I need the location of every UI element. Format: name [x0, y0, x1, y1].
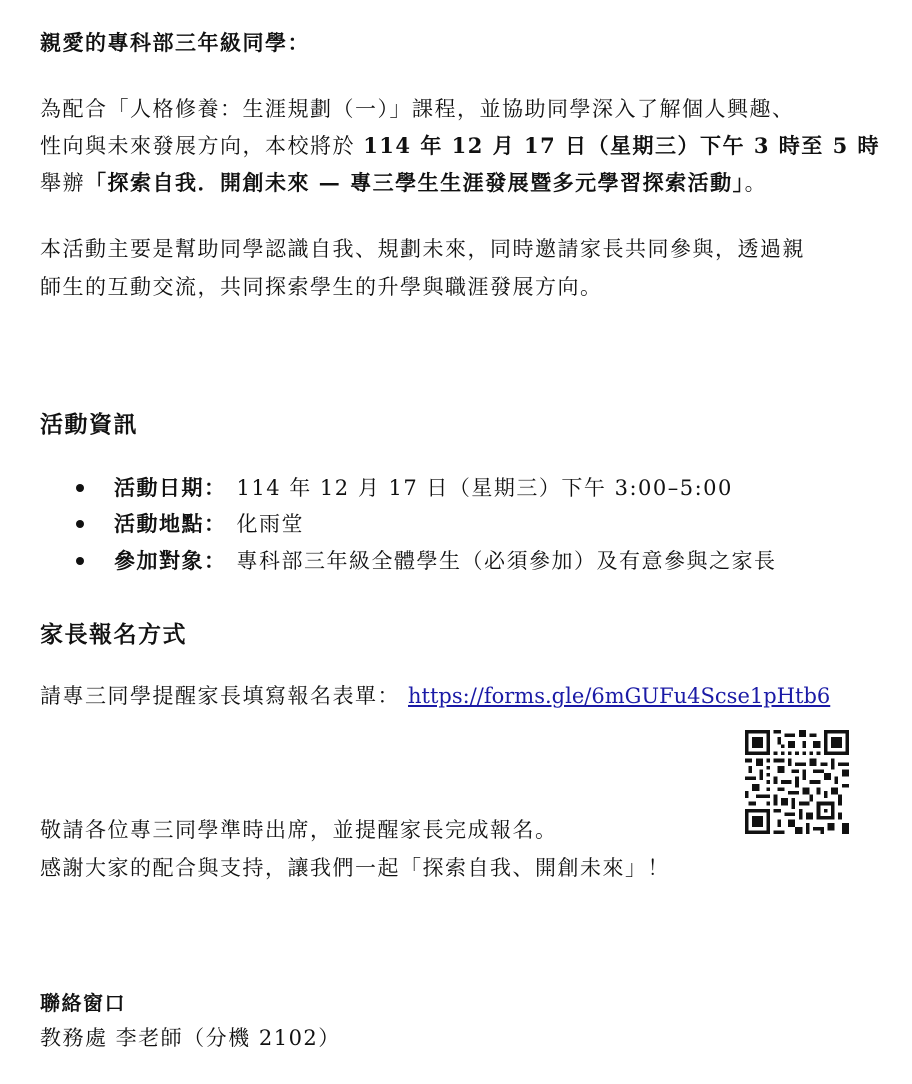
registration-form-link[interactable]: https://forms.gle/6mGUFu4Scse1pHtb6 [408, 684, 831, 708]
intro-line-3-prefix: 舉辦 [40, 171, 85, 195]
closing-line-2: 感謝大家的配合與支持，讓我們一起「探索自我、開創未來」！ [40, 856, 670, 880]
info-item-value: 專科部三年級全體學生（必須參加）及有意參與之家長 [236, 549, 777, 573]
registration-heading: 家長報名方式 [40, 621, 187, 648]
event-title: 「探索自我．開創未來 — 專三學生生涯發展暨多元學習探索活動」 [85, 170, 745, 195]
registration-text: 請專三同學提醒家長填寫報名表單： [40, 684, 400, 708]
contact-heading: 聯絡窗口 [40, 991, 126, 1015]
bullet-icon [76, 520, 84, 528]
info-item-label: 參加對象： [114, 548, 227, 573]
info-item-label: 活動日期： [114, 475, 227, 500]
greeting: 親愛的專科部三年級同學： [40, 30, 310, 55]
intro-line-1: 為配合「人格修養：生涯規劃（一）」課程，並協助同學深入了解個人興趣、 [40, 97, 795, 121]
purpose-line-1: 本活動主要是幫助同學認識自我、規劃未來，同時邀請家長共同參與，透過親 [40, 237, 805, 261]
info-item-value: 化雨堂 [236, 512, 304, 536]
closing-line-1: 敬請各位專三同學準時出席，並提醒家長完成報名。 [40, 818, 558, 842]
info-item-label: 活動地點： [114, 511, 227, 536]
intro-line-3 [40, 168, 767, 198]
intro-line-2 [40, 131, 880, 161]
registration-line [40, 681, 830, 711]
info-item-audience [76, 546, 777, 576]
info-heading: 活動資訊 [40, 411, 138, 438]
info-item-location [76, 509, 304, 539]
bullet-icon [76, 557, 84, 565]
intro-line-2-text: 性向與未來發展方向，本校將於 [40, 134, 364, 158]
event-datetime: 114 年 12 月 17 日（星期三）下午 3 時至 5 時 [363, 133, 880, 158]
info-item-value: 114 年 12 月 17 日（星期三）下午 3:00–5:00 [236, 476, 733, 500]
info-item-date [76, 473, 733, 503]
purpose-line-2: 師生的互動交流，共同探索學生的升學與職涯發展方向。 [40, 275, 603, 299]
contact-text: 教務處 李老師（分機 2102） [40, 1026, 341, 1050]
qr-code-icon [745, 730, 849, 834]
bullet-icon [76, 484, 84, 492]
intro-line-3-suffix: 。 [744, 171, 768, 195]
